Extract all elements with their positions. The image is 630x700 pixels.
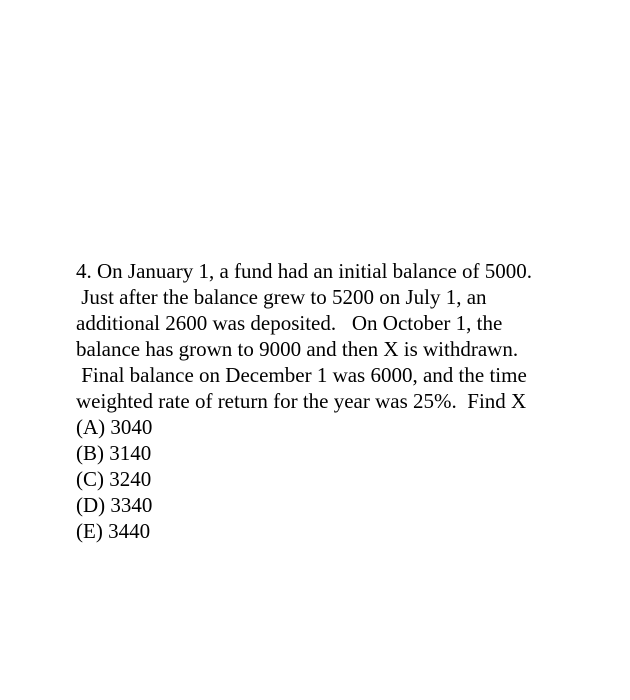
- problem-4: [76, 258, 596, 544]
- question-line-6: weighted rate of return for the year was 25%. Find X: [76, 389, 527, 413]
- choice-a: (A) 3040: [76, 415, 153, 439]
- choice-c: (C) 3240: [76, 467, 152, 491]
- answer-choices: [76, 414, 596, 544]
- question-line-5: Final balance on December 1 was 6000, and the time: [76, 363, 527, 387]
- question-line-2: Just after the balance grew to 5200 on July 1, an: [76, 285, 487, 309]
- question-line-4: balance has grown to 9000 and then X is withdrawn.: [76, 337, 519, 361]
- choice-b: (B) 3140: [76, 441, 152, 465]
- question-line-1: 4. On January 1, a fund had an initial balance of 5000.: [76, 259, 533, 283]
- choice-d: (D) 3340: [76, 493, 153, 517]
- question-line-3: additional 2600 was deposited. On October 1, the: [76, 311, 503, 335]
- choice-e: (E) 3440: [76, 519, 151, 543]
